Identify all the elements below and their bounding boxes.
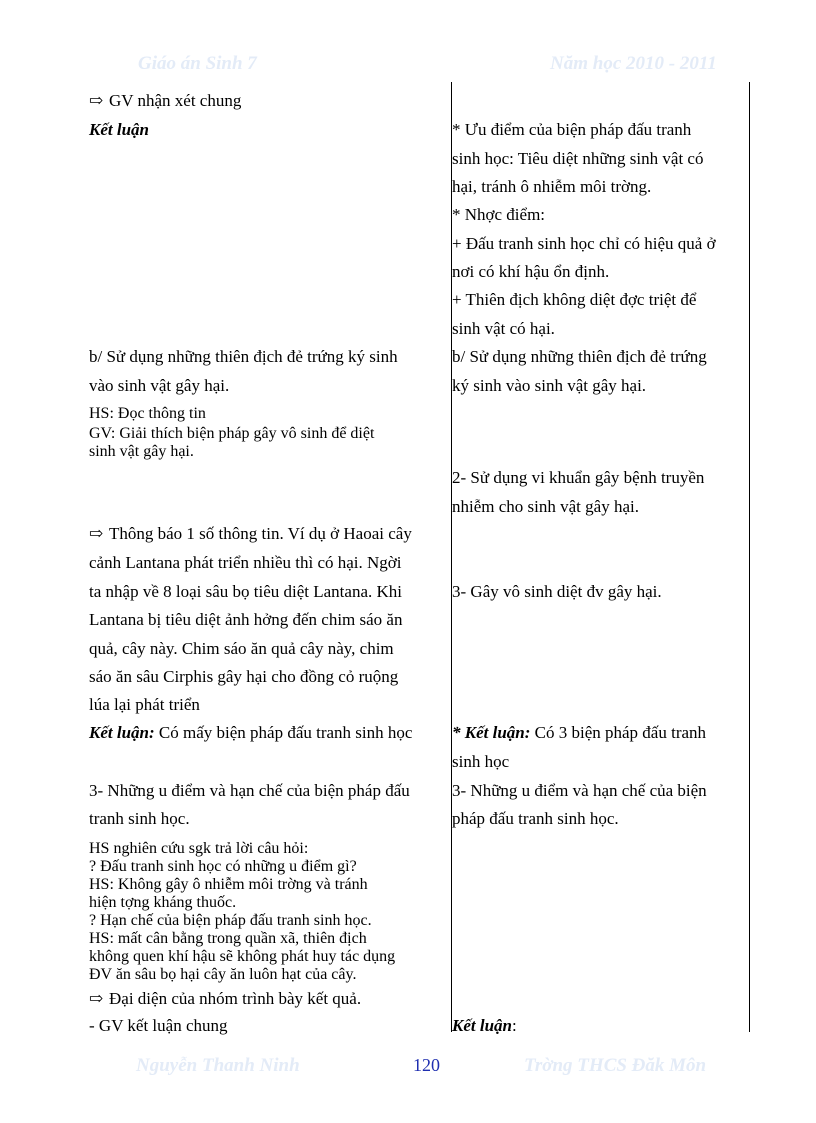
left-line-01: ⇨ GV nhận xét chung: [89, 91, 242, 110]
left-line-05: HS: Đọc thông tin: [89, 405, 206, 422]
left-line-23: HS: mất cân bằng trong quần xã, thiên địch: [89, 930, 367, 947]
left-line-07: sinh vật gây hại.: [89, 443, 194, 460]
right-line-10: ký sinh vào sinh vật gây hại.: [452, 376, 647, 395]
left-line-10: ta nhập về 8 loại sâu bọ tiêu diệt Lantana. Khi: [89, 582, 402, 601]
left-line-25: ĐV ăn sâu bọ hại cây ăn luôn hạt của cây.: [89, 966, 357, 983]
footer-school: Trờng THCS Đăk Môn: [524, 1055, 707, 1076]
left-line-04: vào sinh vật gây hại.: [89, 376, 230, 395]
right-line-02: sinh học: Tiêu diệt những sinh vật có: [452, 149, 704, 168]
right-line-06: nơi có khí hậu ổn định.: [452, 262, 610, 281]
left-line-09: cảnh Lantana phát triển nhiều thì có hại. Ngời: [89, 553, 402, 572]
left-line-18: HS nghiên cứu sgk trả lời câu hỏi:: [89, 840, 309, 857]
left-line-17: tranh sinh học.: [89, 809, 190, 828]
right-line-13: 3- Gây vô sinh diệt đv gây hại.: [452, 582, 662, 601]
page-number: 120: [413, 1055, 440, 1075]
left-line-08: ⇨ Thông báo 1 số thông tin. Ví dụ ở Haoai cây: [89, 524, 412, 543]
column-divider: [451, 82, 452, 1032]
left-line-02: Kết luận: [89, 120, 149, 139]
right-line-08: sinh vật có hại.: [452, 319, 555, 338]
right-line-07: + Thiên địch không diệt đợc triệt để: [452, 290, 697, 309]
left-line-22: ? Hạn chế của biện pháp đấu tranh sinh học.: [89, 912, 372, 929]
left-line-11: Lantana bị tiêu diệt ảnh hởng đến chim sáo ăn: [89, 610, 403, 629]
left-line-20: HS: Không gây ô nhiễm môi trờng và tránh: [89, 876, 368, 893]
right-line-01: * Ưu điểm của biện pháp đấu tranh: [452, 120, 692, 139]
left-line-16: 3- Những u điểm và hạn chế của biện pháp đấu: [89, 781, 410, 800]
right-line-12: nhiễm cho sinh vật gây hại.: [452, 497, 639, 516]
right-line-11: 2- Sử dụng vi khuẩn gây bệnh truyền: [452, 468, 705, 487]
left-line-06: GV: Giải thích biện pháp gây vô sinh để diệt: [89, 425, 375, 442]
left-line-12: quả, cây này. Chim sáo ăn quả cây này, chim: [89, 639, 394, 658]
right-line-03: hại, tránh ô nhiễm môi trờng.: [452, 177, 652, 196]
left-line-27: - GV kết luận chung: [89, 1016, 228, 1035]
header-right: Năm học 2010 - 2011: [550, 53, 717, 74]
right-line-18: Kết luận:: [452, 1016, 517, 1035]
double-right-arrow-icon: ⇨: [89, 91, 104, 110]
left-line-19: ? Đấu tranh sinh học có những u điểm gì?: [89, 858, 357, 875]
table-right-border: [749, 82, 750, 1032]
left-line-21: hiện tợng kháng thuốc.: [89, 894, 237, 911]
left-line-14: lúa lại phát triển: [89, 695, 200, 714]
left-line-03: b/ Sử dụng những thiên địch đẻ trứng ký sinh: [89, 347, 398, 366]
right-line-17: pháp đấu tranh sinh học.: [452, 809, 619, 828]
left-line-26: ⇨ Đại diện của nhóm trình bày kết quả.: [89, 989, 362, 1008]
right-line-05: + Đấu tranh sinh học chỉ có hiệu quả ở: [452, 234, 716, 253]
right-line-09: b/ Sử dụng những thiên địch đẻ trứng: [452, 347, 707, 366]
header-left: Giáo án Sinh 7: [138, 53, 257, 74]
right-line-14: * Kết luận: Có 3 biện pháp đấu tranh: [452, 723, 707, 742]
left-line-24: không quen khí hậu sẽ không phát huy tác dụng: [89, 948, 396, 965]
right-line-15: sinh học: [452, 752, 510, 771]
right-line-04: * Nhợc điểm:: [452, 205, 546, 224]
left-line-13: sáo ăn sâu Cirphis gây hại cho đồng cỏ ruộng: [89, 667, 399, 686]
footer-author: Nguyễn Thanh Ninh: [136, 1055, 300, 1076]
double-right-arrow-icon: ⇨: [89, 524, 104, 543]
double-right-arrow-icon: ⇨: [89, 989, 104, 1008]
left-line-15: Kết luận: Có mấy biện pháp đấu tranh sinh học: [89, 723, 413, 742]
right-line-16: 3- Những u điểm và hạn chế của biện: [452, 781, 707, 800]
